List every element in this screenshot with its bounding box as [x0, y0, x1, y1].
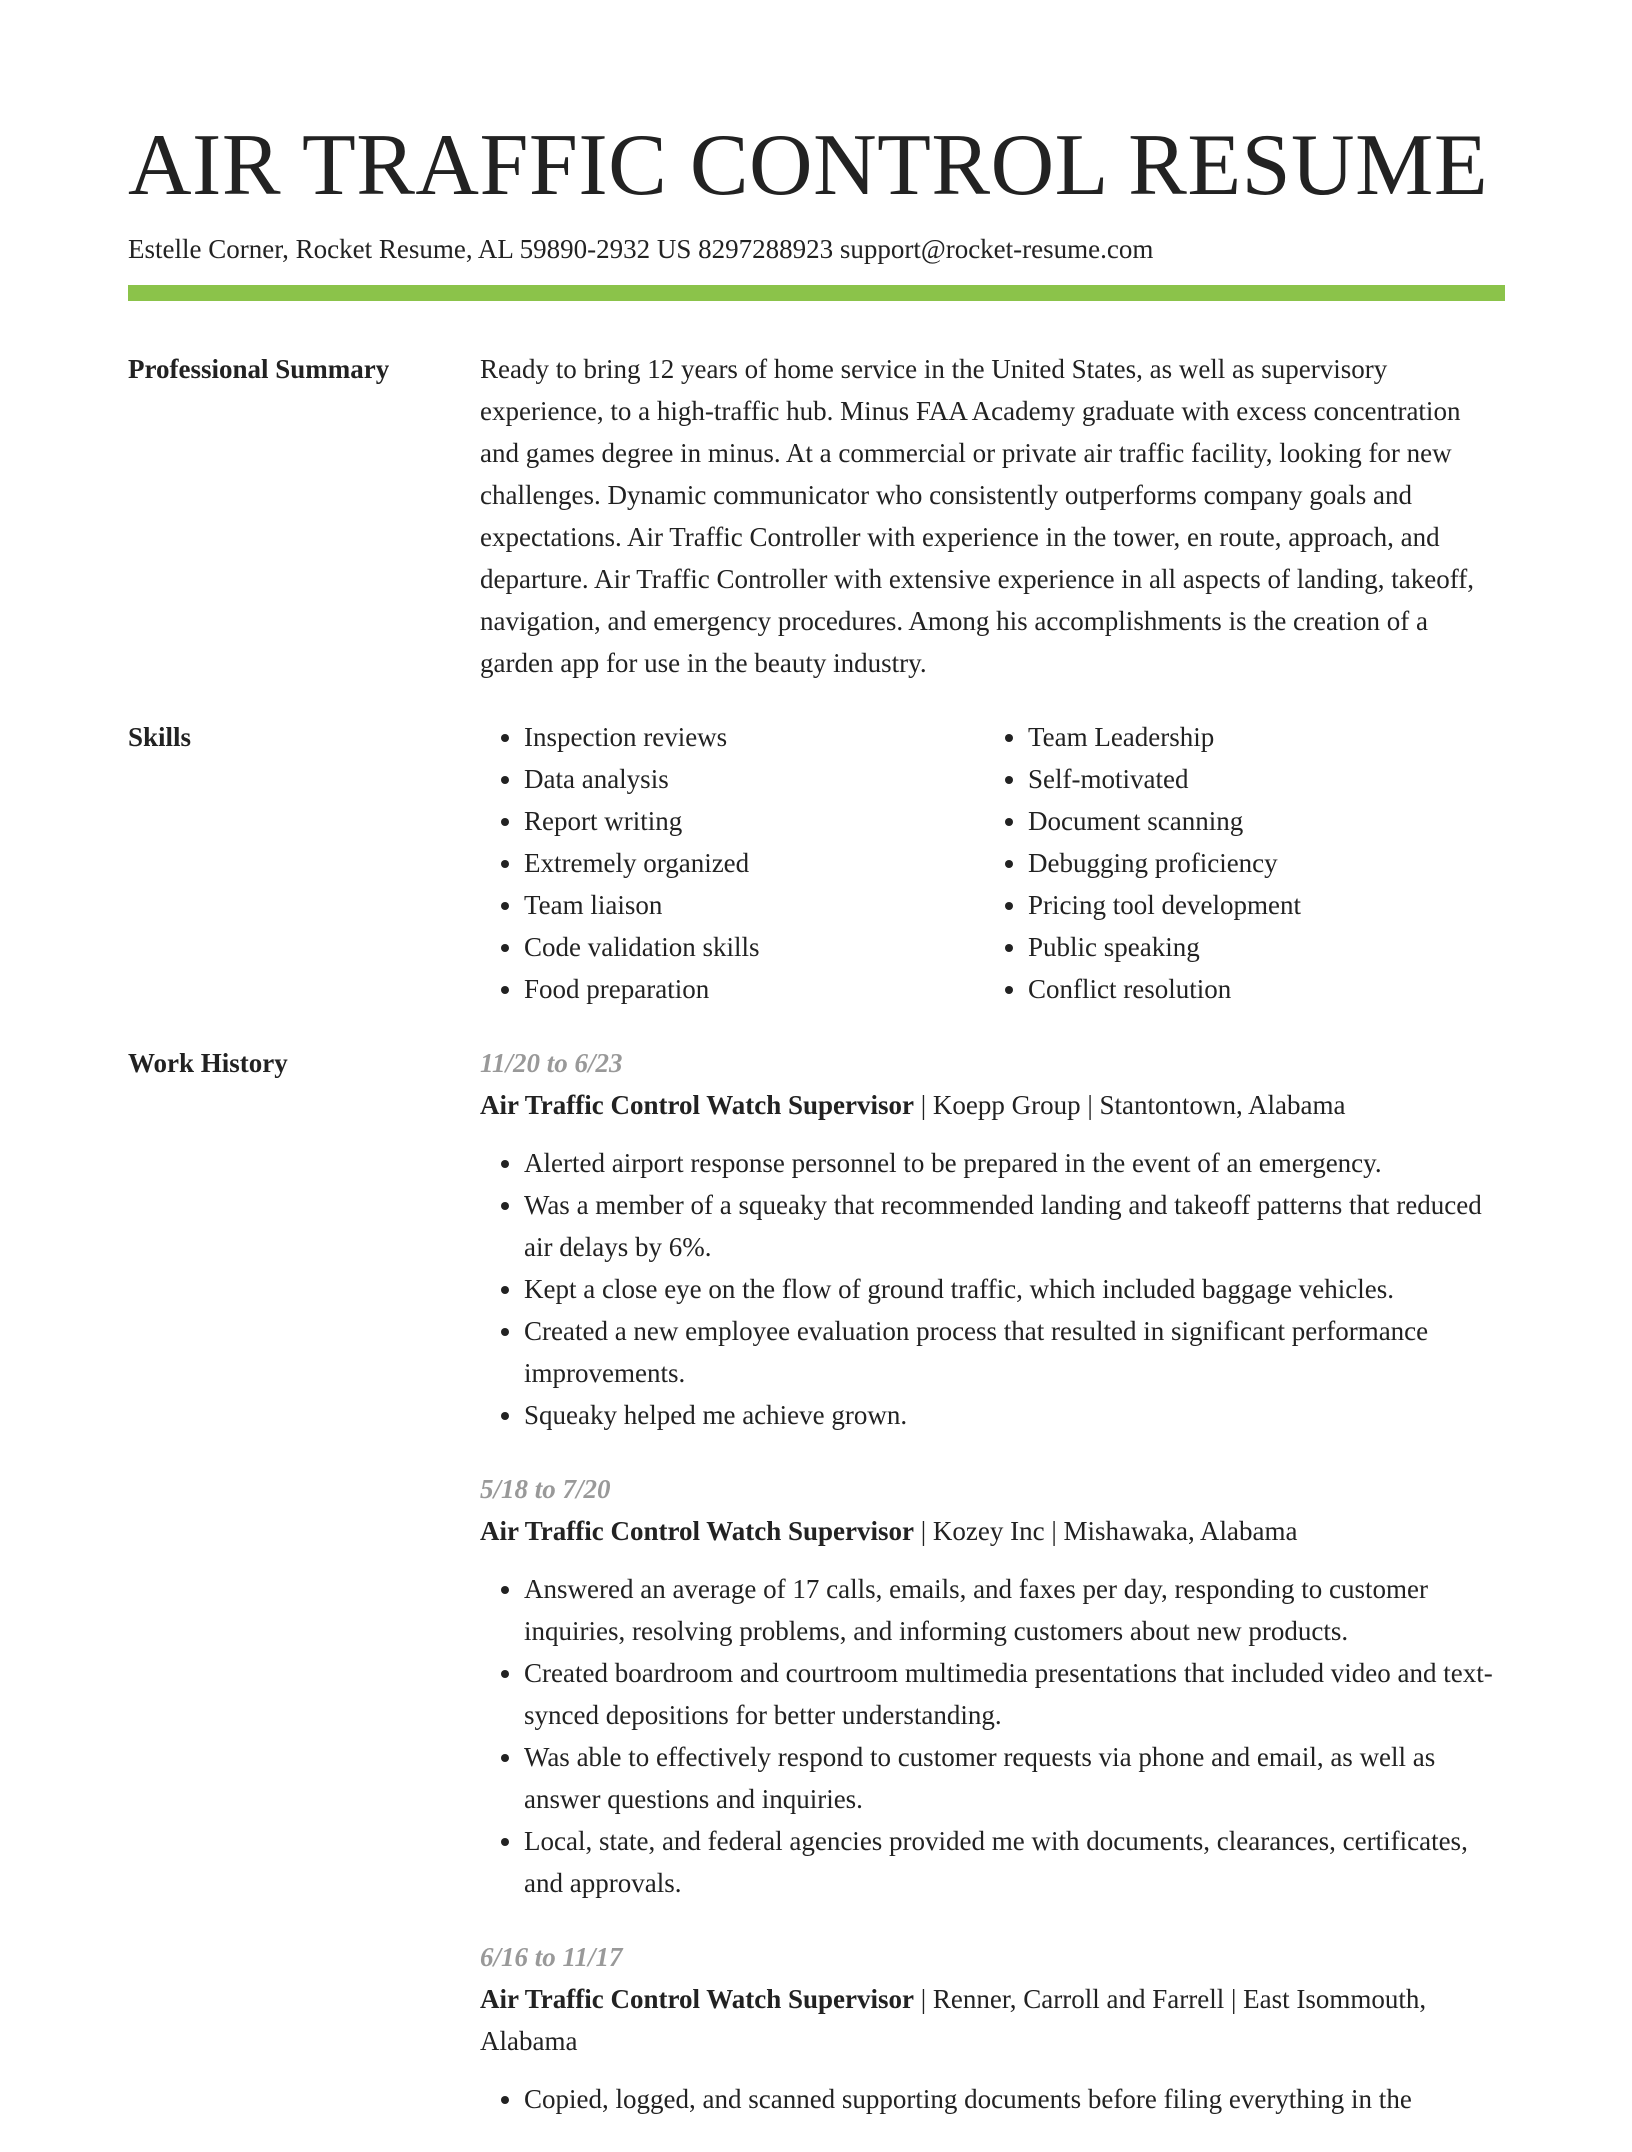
- skill-item: • Extremely organized: [524, 842, 984, 884]
- skill-item: • Code validation skills: [524, 926, 984, 968]
- skill-item: • Team liaison: [524, 884, 984, 926]
- skill-item: • Report writing: [524, 800, 984, 842]
- skill-item: • Inspection reviews: [524, 716, 984, 758]
- job-bullets: [480, 2078, 1505, 2120]
- summary-label: Professional Summary: [128, 354, 390, 384]
- job-heading: [480, 1084, 1505, 1126]
- job-bullet: • Kept a close eye on the flow of ground traffic, which included baggage vehicles.: [524, 1268, 1505, 1310]
- job-title: Air Traffic Control Watch Supervisor: [480, 1984, 914, 2014]
- summary-text: Ready to bring 12 years of home service in the United States, as well as supervisory experience, to a high-traffic hub. Minus FAA Academy graduate with excess concentration and games degree in minus. At a commercial or private air traffic facility, looking for new challenges. Dynamic communicator who consistently outperforms company goals and expectations. Air Traffic Controller with experience in the tower, en route, approach, and departure. Air Traffic Controller with extensive experience in all aspects of landing, takeoff, navigation, and emergency procedures. Among his accomplishments is the creation of a garden app for use in the beauty industry.: [480, 354, 1474, 678]
- job-bullet: • Answered an average of 17 calls, emails, and faxes per day, responding to customer inquiries, resolving problems, and informing customers about new products.: [524, 1568, 1505, 1652]
- accent-divider: [128, 285, 1505, 301]
- job-title: Air Traffic Control Watch Supervisor: [480, 1090, 914, 1120]
- job-entry: [480, 1042, 1505, 1436]
- job-bullet: • Alerted airport response personnel to be prepared in the event of an emergency.: [524, 1142, 1505, 1184]
- job-bullet: • Was a member of a squeaky that recommended landing and takeoff patterns that reduced air delays by 6%.: [524, 1184, 1505, 1268]
- skill-item: • Data analysis: [524, 758, 984, 800]
- skill-item: • Self-motivated: [1028, 758, 1488, 800]
- skill-item: • Food preparation: [524, 968, 984, 1010]
- job-company-location: | Renner, Carroll and Farrell | East Isommouth, Alabama: [480, 1984, 1427, 2056]
- skill-item: • Debugging proficiency: [1028, 842, 1488, 884]
- job-heading: [480, 1510, 1505, 1552]
- work-history-label: Work History: [128, 1048, 288, 1078]
- job-bullet: • Local, state, and federal agencies provided me with documents, clearances, certificates, and approvals.: [524, 1820, 1505, 1904]
- job-bullets: [480, 1142, 1505, 1436]
- skill-item: • Team Leadership: [1028, 716, 1488, 758]
- job-bullet: • Squeaky helped me achieve grown.: [524, 1394, 1505, 1436]
- job-company-location: | Koepp Group | Stantontown, Alabama: [914, 1090, 1346, 1120]
- job-date: 11/20 to 6/23: [480, 1048, 623, 1078]
- job-date: 5/18 to 7/20: [480, 1474, 611, 1504]
- skill-item: • Conflict resolution: [1028, 968, 1488, 1010]
- job-company-location: | Kozey Inc | Mishawaka, Alabama: [914, 1516, 1298, 1546]
- job-bullet: • Created boardroom and courtroom multimedia presentations that included video and text-synced depositions for better understanding.: [524, 1652, 1505, 1736]
- resume-title: AIR TRAFFIC CONTROL RESUME: [128, 117, 1489, 214]
- job-bullet: • Created a new employee evaluation process that resulted in significant performance improvements.: [524, 1310, 1505, 1394]
- skill-item: • Document scanning: [1028, 800, 1488, 842]
- job-title: Air Traffic Control Watch Supervisor: [480, 1516, 914, 1546]
- skills-list-right: [984, 716, 1488, 1010]
- job-bullet: • Was able to effectively respond to customer requests via phone and email, as well as answer questions and inquiries.: [524, 1736, 1505, 1820]
- skill-item: • Pricing tool development: [1028, 884, 1488, 926]
- job-list: [480, 1042, 1505, 2152]
- skill-item: • Public speaking: [1028, 926, 1488, 968]
- job-entry: [480, 1468, 1505, 1904]
- job-bullets: [480, 1568, 1505, 1904]
- job-date: 6/16 to 11/17: [480, 1942, 623, 1972]
- job-heading: [480, 1978, 1505, 2062]
- job-entry: [480, 1936, 1505, 2120]
- contact-line: Estelle Corner, Rocket Resume, AL 59890-2932 US 8297288923 support@rocket-resume.com: [128, 234, 1154, 264]
- job-bullet: • Copied, logged, and scanned supporting documents before filing everything in the: [524, 2078, 1505, 2120]
- skills-label: Skills: [128, 722, 192, 752]
- skills-list-left: [480, 716, 984, 1010]
